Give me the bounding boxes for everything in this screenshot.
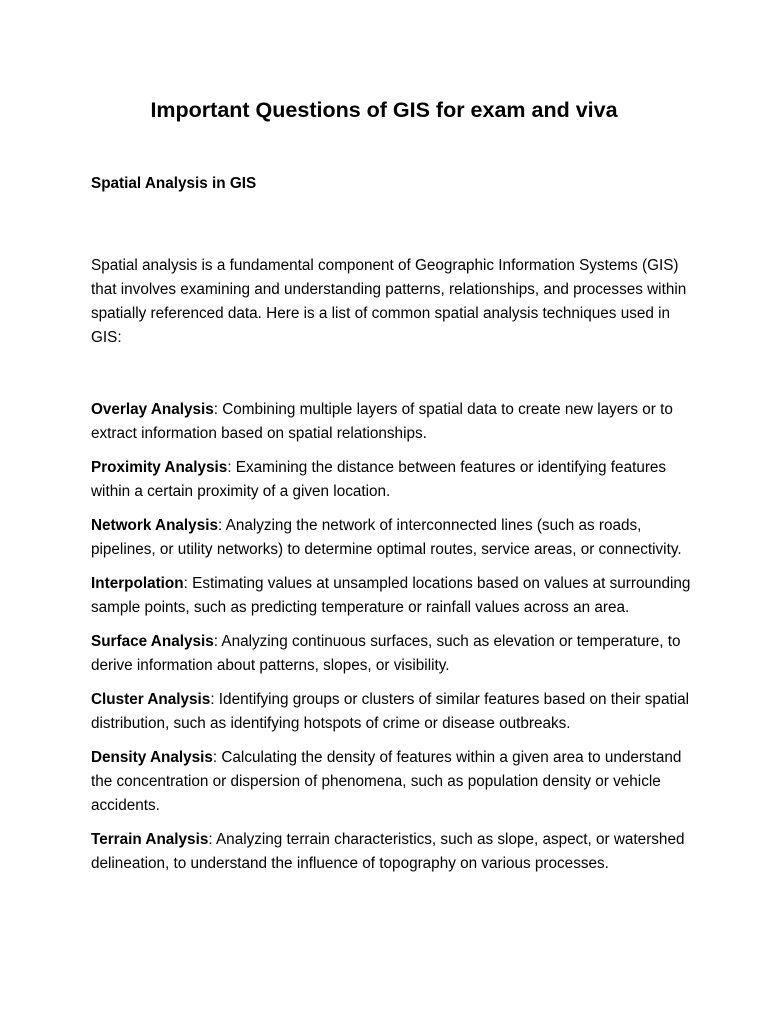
technique-description: : Examining the distance between features or identifying features within a certain proximity of a given location. (91, 459, 667, 500)
technique-term: Density Analysis (91, 749, 213, 766)
technique-description: : Analyzing the network of interconnected lines (such as roads, pipelines, or utility networks) to determine optimal routes, service areas, or connectivity. (91, 517, 682, 558)
technique-description: : Combining multiple layers of spatial data to create new layers or to extract information based on spatial relationships. (91, 401, 673, 442)
document-body (91, 172, 691, 886)
technique-term: Cluster Analysis (91, 691, 211, 708)
technique-description: : Analyzing terrain characteristics, such as slope, aspect, or watershed delineation, to understand the influence of topography on various processes. (91, 831, 685, 872)
list-item (91, 828, 691, 876)
list-item (91, 456, 691, 504)
list-item (91, 398, 691, 446)
list-item (91, 630, 691, 678)
document-title: Important Questions of GIS for exam and viva (150, 98, 618, 122)
intro-paragraph: Spatial analysis is a fundamental component of Geographic Information Systems (GIS) that involves examining and understanding patterns, relationships, and processes within spatially referenced data. Here is a list of common spatial analysis techniques used in GIS: (91, 257, 687, 346)
list-item (91, 688, 691, 736)
technique-term: Surface Analysis (91, 633, 214, 650)
technique-description: : Identifying groups or clusters of similar features based on their spatial distribution, such as identifying hotspots of crime or disease outbreaks. (91, 691, 690, 732)
section-heading: Spatial Analysis in GIS (91, 175, 257, 192)
technique-description: : Estimating values at unsampled locations based on values at surrounding sample points, such as predicting temperature or rainfall values across an area. (91, 575, 691, 616)
technique-description: : Analyzing continuous surfaces, such as elevation or temperature, to derive information about patterns, slopes, or visibility. (91, 633, 681, 674)
technique-term: Interpolation (91, 575, 184, 592)
list-item (91, 572, 691, 620)
technique-term: Terrain Analysis (91, 831, 209, 848)
list-item (91, 514, 691, 562)
technique-description: : Calculating the density of features within a given area to understand the concentration or dispersion of phenomena, such as population density or vehicle accidents. (91, 749, 682, 814)
technique-term: Proximity Analysis (91, 459, 228, 476)
technique-term: Overlay Analysis (91, 401, 214, 418)
technique-term: Network Analysis (91, 517, 218, 534)
technique-list (91, 398, 691, 876)
list-item (91, 746, 691, 818)
